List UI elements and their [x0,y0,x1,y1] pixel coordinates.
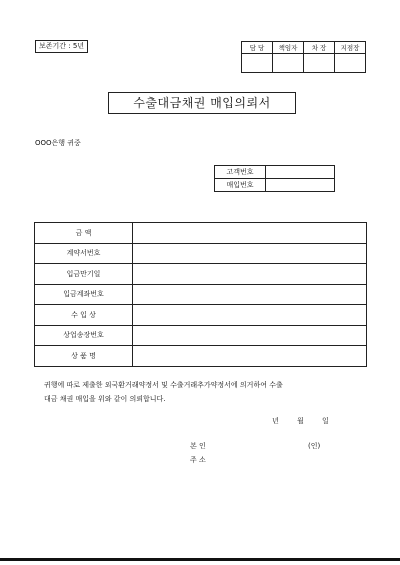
invoice-number-label: 상업송장번호 [35,325,133,346]
retention-period: 보존기간 : 5년 [35,40,88,53]
customer-number-label: 고객번호 [215,166,266,179]
payment-due-date-field[interactable] [133,264,367,285]
request-statement-line-1: 귀행에 따로 제출한 외국환거래약정서 및 수출거래추가약정서에 의거하여 수출 [44,381,283,389]
importer-label: 수 입 상 [35,305,133,326]
approval-sign-manager[interactable] [273,54,304,73]
page-bottom-rule [0,558,400,561]
approval-header-branch-head: 지점장 [335,42,366,54]
approval-header-staff: 담 당 [242,42,273,54]
customer-info-table [214,165,335,192]
contract-number-field[interactable] [133,243,367,264]
request-form-table [34,222,367,367]
invoice-number-field[interactable] [133,325,367,346]
approval-header-manager: 책임자 [273,42,304,54]
approval-sign-deputy[interactable] [304,54,335,73]
date-year[interactable]: 년 [272,417,279,425]
customer-number-field[interactable] [266,166,335,179]
product-name-field[interactable] [133,346,367,367]
document-title: 수출대금채권 매입의뢰서 [108,92,296,114]
approval-sign-branch-head[interactable] [335,54,366,73]
purchase-number-field[interactable] [266,179,335,192]
payment-due-date-label: 입금만기일 [35,264,133,285]
deposit-account-field[interactable] [133,284,367,305]
seal-mark: (인) [308,442,321,450]
product-name-label: 상 품 명 [35,346,133,367]
contract-number-label: 계약서번호 [35,243,133,264]
signer-address-label: 주 소 [190,456,206,464]
amount-field[interactable] [133,223,367,244]
signer-name-label: 본 인 [190,442,206,450]
purchase-number-label: 매입번호 [215,179,266,192]
approval-table [241,41,366,73]
request-statement [44,378,364,406]
approval-sign-staff[interactable] [242,54,273,73]
date-month[interactable]: 월 [297,417,304,425]
approval-header-deputy: 차 장 [304,42,335,54]
addressee: OOO은행 귀중 [35,139,81,147]
deposit-account-label: 입금계좌번호 [35,284,133,305]
importer-field[interactable] [133,305,367,326]
date-day[interactable]: 일 [322,417,329,425]
amount-label: 금 액 [35,223,133,244]
date-line [272,416,345,426]
request-statement-line-2: 대금 채권 매입을 위와 같이 의뢰합니다. [44,395,166,403]
